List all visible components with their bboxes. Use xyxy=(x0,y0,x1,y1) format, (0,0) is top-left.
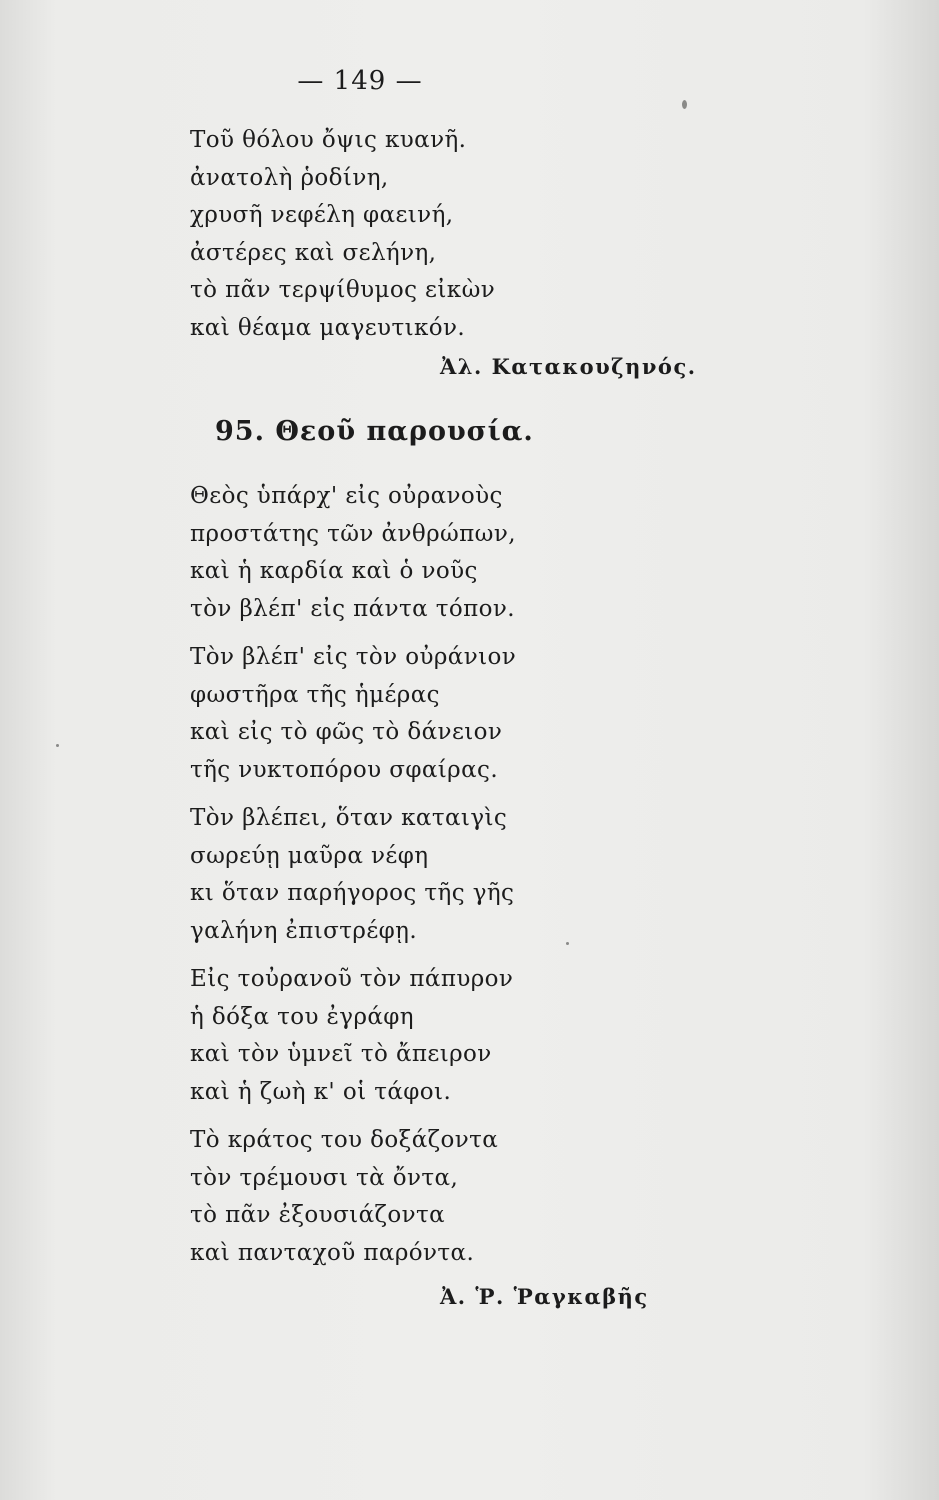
paper-speck xyxy=(56,744,59,747)
verse-line: Τὸν βλέπει, ὅταν καταιγὶς xyxy=(190,805,508,831)
paper-speck xyxy=(682,100,687,109)
verse-line: χρυσῆ νεφέλη φαεινή, xyxy=(190,202,454,228)
verse-line: προστάτης τῶν ἀνθρώπων, xyxy=(190,520,516,547)
stanza xyxy=(190,800,516,950)
verse-line: Εἰς τοὐρανοῦ τὸν πάπυρον xyxy=(190,966,514,992)
verse-line: τὸ πᾶν τερψίθυμος εἰκὼν xyxy=(190,277,496,303)
verse-line: καὶ τὸν ὑμνεῖ τὸ ἄπειρον xyxy=(190,1041,492,1067)
stanza xyxy=(190,961,516,1111)
poem-title: 95. Θεοῦ παρουσία. xyxy=(215,416,534,447)
verse-line: τῆς νυκτοπόρου σφαίρας. xyxy=(190,756,499,783)
verse-line: Τὸν βλέπ' εἰς τὸν οὐράνιον xyxy=(190,644,517,670)
poem-2-text xyxy=(190,478,516,1272)
verse-line: τὸν τρέμουσι τὰ ὄντα, xyxy=(190,1164,459,1191)
page-number: — 149 — xyxy=(297,66,423,96)
verse-line: σωρεύῃ μαῦρα νέφη xyxy=(190,842,429,869)
poem-1-text xyxy=(190,122,495,347)
paper-speck xyxy=(566,942,569,945)
verse-line: καὶ θέαμα μαγευτικόν. xyxy=(190,314,466,341)
verse-line: καὶ πανταχοῦ παρόντα. xyxy=(190,1239,475,1266)
stanza xyxy=(190,478,516,628)
stanza xyxy=(190,1122,516,1272)
verse-line: καὶ ἡ καρδία καὶ ὁ νοῦς xyxy=(190,558,478,584)
verse-line: τὸ πᾶν ἐξουσιάζοντα xyxy=(190,1202,446,1228)
poem-1-author: Ἀλ. Κατακουζηνός. xyxy=(440,354,697,379)
verse-line: καὶ εἰς τὸ φῶς τὸ δάνειον xyxy=(190,719,503,745)
verse-line: ἀστέρες καὶ σελήνη, xyxy=(190,239,437,266)
verse-line: τὸν βλέπ' εἰς πάντα τόπον. xyxy=(190,595,515,622)
verse-line: Θεὸς ὑπάρχ' εἰς οὐρανοὺς xyxy=(190,483,503,509)
verse-line: γαλήνη ἐπιστρέφῃ. xyxy=(190,917,418,944)
verse-line: ἀνατολὴ ῥοδίνη, xyxy=(190,164,389,191)
verse-line: ἡ δόξα του ἐγράφη xyxy=(190,1003,414,1030)
verse-line: Τοῦ θόλου ὄψις κυανῆ. xyxy=(190,127,467,153)
verse-line: Τὸ κράτος του δοξάζοντα xyxy=(190,1127,499,1153)
poem-2-author: Ἀ. Ῥ. Ῥαγκαβῆς xyxy=(440,1284,649,1309)
stanza xyxy=(190,639,516,789)
verse-line: κι ὅταν παρήγορος τῆς γῆς xyxy=(190,880,515,906)
stanza xyxy=(190,122,495,347)
verse-line: φωστῆρα τῆς ἡμέρας xyxy=(190,681,440,708)
verse-line: καὶ ἡ ζωὴ κ' οἱ τάφοι. xyxy=(190,1078,452,1105)
